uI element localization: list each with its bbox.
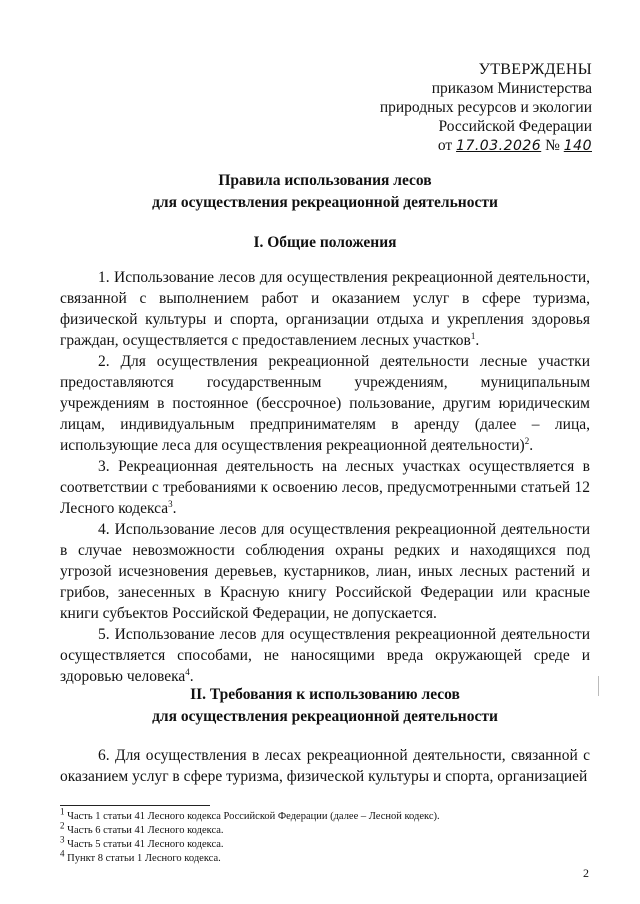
handwritten-number: 140 (563, 138, 592, 154)
document-title (60, 170, 590, 214)
section-1-heading-text: I. Общие положения (253, 234, 397, 251)
footnote-ref-4: 4 (185, 666, 190, 677)
footnote-ref-2: 2 (524, 435, 530, 446)
paragraph-3: 3. Рекреационная деятельность на лесных участках осуществляется в соответствии с требованиями к освоению лесов, предусмотренными статьей 12 Лесного кодекса$^3$. (60, 458, 590, 517)
footnote-separator (60, 805, 210, 806)
number-prefix: № (545, 137, 560, 154)
paragraph-5-text: 5. Использование лесов для осуществления рекреационной деятельности осуществляется способами, не наносящими вреда окружающей среде и здоровью человека (60, 626, 590, 685)
paragraph-4 (60, 519, 590, 624)
approval-line-1: приказом Министерства (431, 80, 592, 97)
footnotes (60, 806, 590, 866)
section-2-heading (60, 684, 590, 728)
approval-date-line (380, 136, 592, 156)
paragraph-5: 5. Использование лесов для осуществления рекреационной деятельности осуществляется способами, не наносящими вреда окружающей среде и здоровью человека$^4$. (60, 626, 590, 685)
paragraph-1-text: 1. Использование лесов для осуществления рекреационной деятельности, связанной с выполнением работ и оказанием услуг в сфере туризма, физической культуры и спорта, организации отдыха и укрепления здоровья граждан, осуществляется с предоставлением лесных участков (60, 269, 590, 349)
section-2-heading-line-1: II. Требования к использованию лесов (190, 686, 460, 703)
paragraph-2-text: 2. Для осуществления рекреационной деятельности лесные участки предоставляются государственным учреждениям, муниципальным учреждениям в постоянное (бессрочное) пользование, другим юридическим лицам, индивидуальным предпринимателям в аренду (далее – лица, использующие леса для осуществления рекреационной деятельности) (60, 353, 590, 454)
paragraph-3-text: 3. Рекреационная деятельность на лесных участках осуществляется в соответствии с требованиями к освоению лесов, предусмотренными статьей 12 Лесного кодекса (60, 458, 590, 517)
paragraph-6 (60, 745, 590, 787)
footnote-3: $^3$ Часть 5 статьи 41 Лесного кодекса. (60, 834, 224, 850)
page-number: 2 (583, 866, 589, 880)
section-2-heading-line-2: для осуществления рекреационной деятельности (152, 708, 498, 725)
footnote-4: $^4$ Пункт 8 статьи 1 Лесного кодекса. (60, 848, 221, 864)
footnote-1: $^1$ Часть 1 статьи 41 Лесного кодекса Российской Федерации (далее – Лесной кодекс). (60, 806, 440, 822)
handwritten-date: 17.03.2026 (456, 138, 542, 154)
paragraph-2: 2. Для осуществления рекреационной деятельности лесные участки предоставляются государственным учреждениям, муниципальным учреждениям в постоянное (бессрочное) пользование, другим юридическим лицам, индивидуальным предпринимателям в аренду (далее – лица, использующие леса для осуществления рекреационной деятельности)$^2$. (60, 353, 590, 454)
section-1-body (60, 267, 590, 687)
footnote-ref-1: 1 (470, 330, 476, 341)
title-line-2: для осуществления рекреационной деятельности (152, 194, 498, 211)
approval-heading: УТВЕРЖДЕНЫ (478, 61, 592, 78)
footnote-2: $^2$ Часть 6 статьи 41 Лесного кодекса. (60, 820, 224, 836)
approval-block (380, 60, 592, 156)
title-line-1: Правила использования лесов (218, 172, 432, 189)
paragraph-4-text: 4. Использование лесов для осуществления рекреационной деятельности в случае невозможности соблюдения охраны редких и находящихся под угрозой исчезновения деревьев, кустарников, лиан, иных лесных растений и грибов, занесенных в Красную книгу Российской Федерации или красные книги субъектов Российской Федерации, не допускается. (60, 521, 590, 622)
approval-line-2: природных ресурсов и экологии (379, 99, 592, 116)
section-2-body (60, 745, 590, 787)
section-1-heading (60, 232, 590, 254)
margin-mark (598, 676, 599, 696)
date-prefix: от (437, 137, 453, 154)
paragraph-1: 1. Использование лесов для осуществления рекреационной деятельности, связанной с выполнением работ и оказанием услуг в сфере туризма, физической культуры и спорта, организации отдыха и укрепления здоровья граждан, осуществляется с предоставлением лесных участков$^1$. (60, 269, 590, 349)
footnote-ref-3: 3 (168, 498, 173, 509)
approval-line-3: Российской Федерации (438, 118, 592, 135)
paragraph-6-text: 6. Для осуществления в лесах рекреационной деятельности, связанной с оказанием услуг в сфере туризма, физической культуры и спорта, организацией (60, 747, 590, 785)
